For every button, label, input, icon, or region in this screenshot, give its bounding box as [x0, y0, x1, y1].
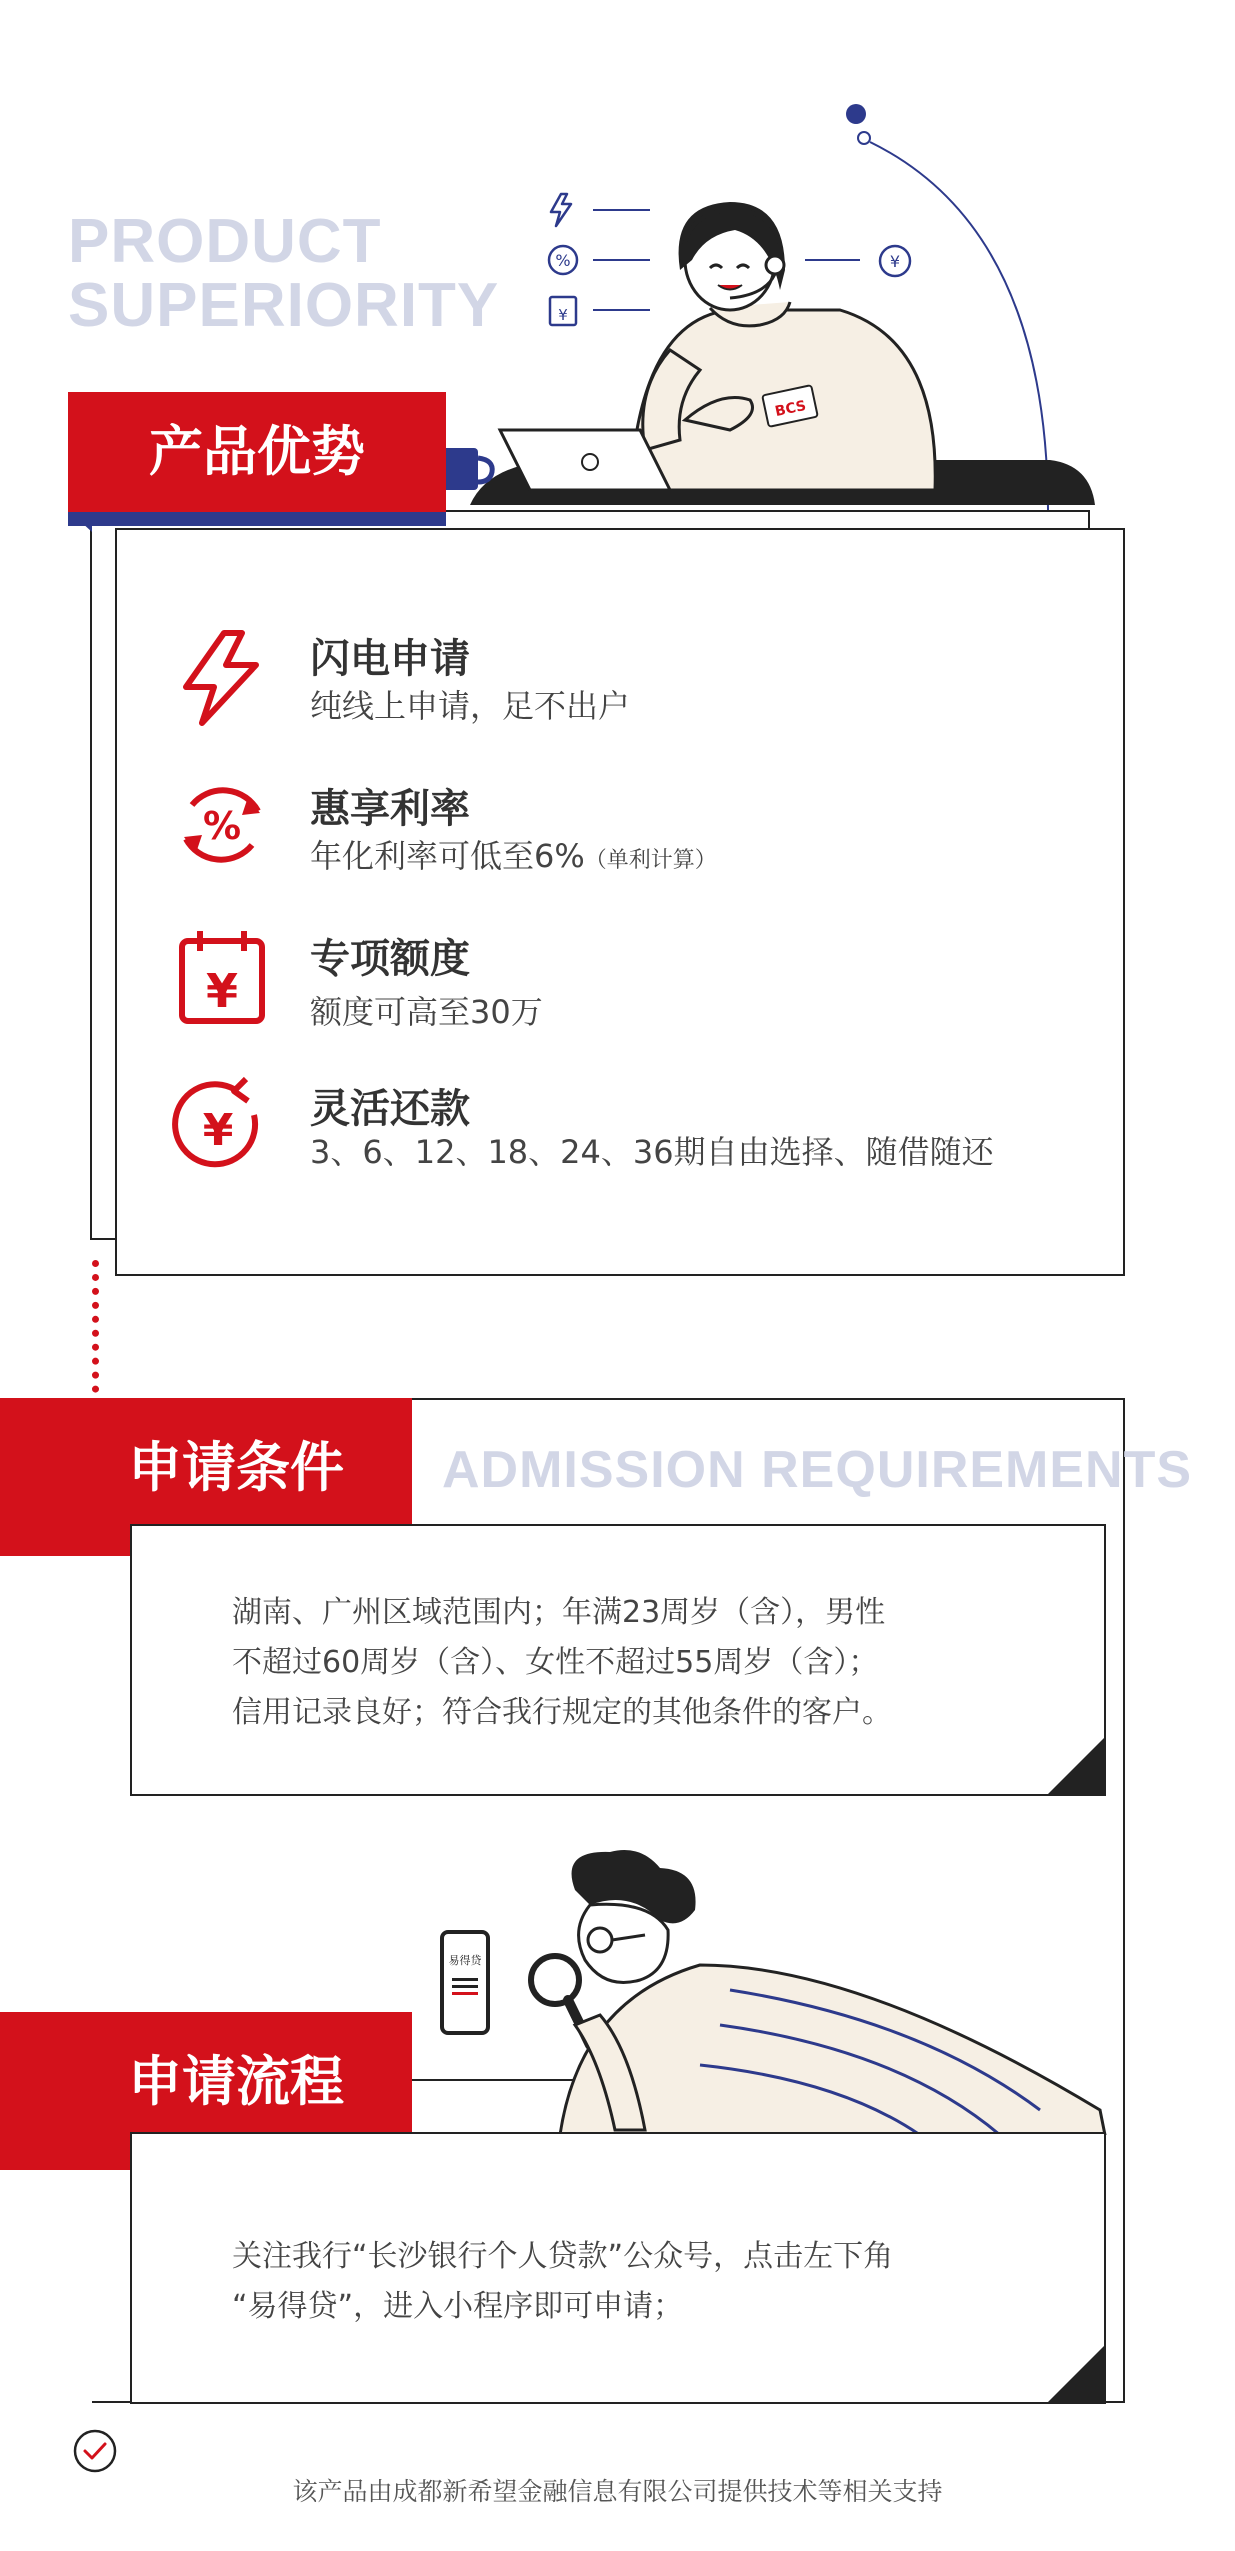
svg-text:%: % [555, 251, 571, 270]
feature-title: 专项额度 [310, 936, 470, 982]
page-curl-corner [1046, 1736, 1106, 1796]
phone-lines [452, 1992, 478, 1995]
page-curl-corner [1046, 2344, 1106, 2404]
svg-text:¥: ¥ [558, 306, 568, 324]
phone-lines [452, 1985, 478, 1988]
feature-title: 灵活还款 [310, 1086, 470, 1132]
product-en-title-line1: PRODUCT [68, 207, 382, 276]
svg-text:%: % [202, 804, 242, 848]
customer-service-illustration [430, 190, 1110, 520]
feature-desc-text: 年化利率可低至6% [310, 837, 585, 875]
feature-title: 闪电申请 [310, 636, 470, 682]
calendar-yuan-icon [176, 927, 268, 1027]
phone-label: 易得贷 [448, 1954, 482, 1967]
product-tab-underline [68, 512, 446, 526]
feature-item [172, 925, 1072, 1035]
phone-icon [440, 1930, 490, 2035]
footer-text: 该产品由成都新希望金融信息有限公司提供技术等相关支持 [292, 2477, 943, 2506]
yuan-return-icon [172, 1075, 272, 1175]
feature-item [172, 625, 1072, 735]
feature-desc: 额度可高至30万 [310, 993, 543, 1031]
svg-text:¥: ¥ [205, 964, 239, 1018]
check-circle-icon [72, 2428, 118, 2474]
svg-text:¥: ¥ [202, 1105, 234, 1156]
process-text [232, 2232, 893, 2332]
phone-lines [452, 1978, 478, 1981]
man-magnifier-illustration [400, 1850, 1110, 2135]
feature-desc: 3、6、12、18、24、36期自由选择、随借随还 [310, 1133, 994, 1171]
process-line: 关注我行“长沙银行个人贷款”公众号，点击左下角 [232, 2239, 894, 2274]
requirements-text [232, 1588, 892, 1738]
feature-item [172, 1075, 1072, 1185]
requirements-cn-title: 申请条件 [0, 1398, 412, 1556]
requirements-line: 湖南、广州区域范围内；年满23周岁（含），男性 [232, 1595, 886, 1630]
feature-item [172, 775, 1072, 885]
product-cn-title: 产品优势 [68, 392, 446, 512]
feature-desc: 纯线上申请，足不出户 [310, 687, 631, 725]
requirements-line: 信用记录良好；符合我行规定的其他条件的客户。 [232, 1695, 892, 1730]
badge-text: BCS [773, 397, 808, 421]
lightning-icon [178, 629, 264, 727]
requirements-line: 不超过60周岁（含）、女性不超过55周岁（含）； [232, 1645, 879, 1680]
feature-desc [310, 831, 717, 877]
process-line: “易得贷”，进入小程序即可申请； [232, 2289, 684, 2324]
requirements-card [130, 1524, 1106, 1796]
product-en-title-line2: SUPERIORITY [68, 271, 500, 340]
process-card [130, 2132, 1106, 2404]
percent-cycle-icon [172, 775, 272, 875]
feature-desc-note: （单利计算） [584, 848, 717, 873]
feature-title: 惠享利率 [310, 786, 470, 832]
svg-text:¥: ¥ [889, 252, 901, 271]
requirements-en-title: ADMISSION REQUIREMENTS [442, 1441, 1193, 1499]
process-cn-title: 申请流程 [0, 2012, 412, 2170]
